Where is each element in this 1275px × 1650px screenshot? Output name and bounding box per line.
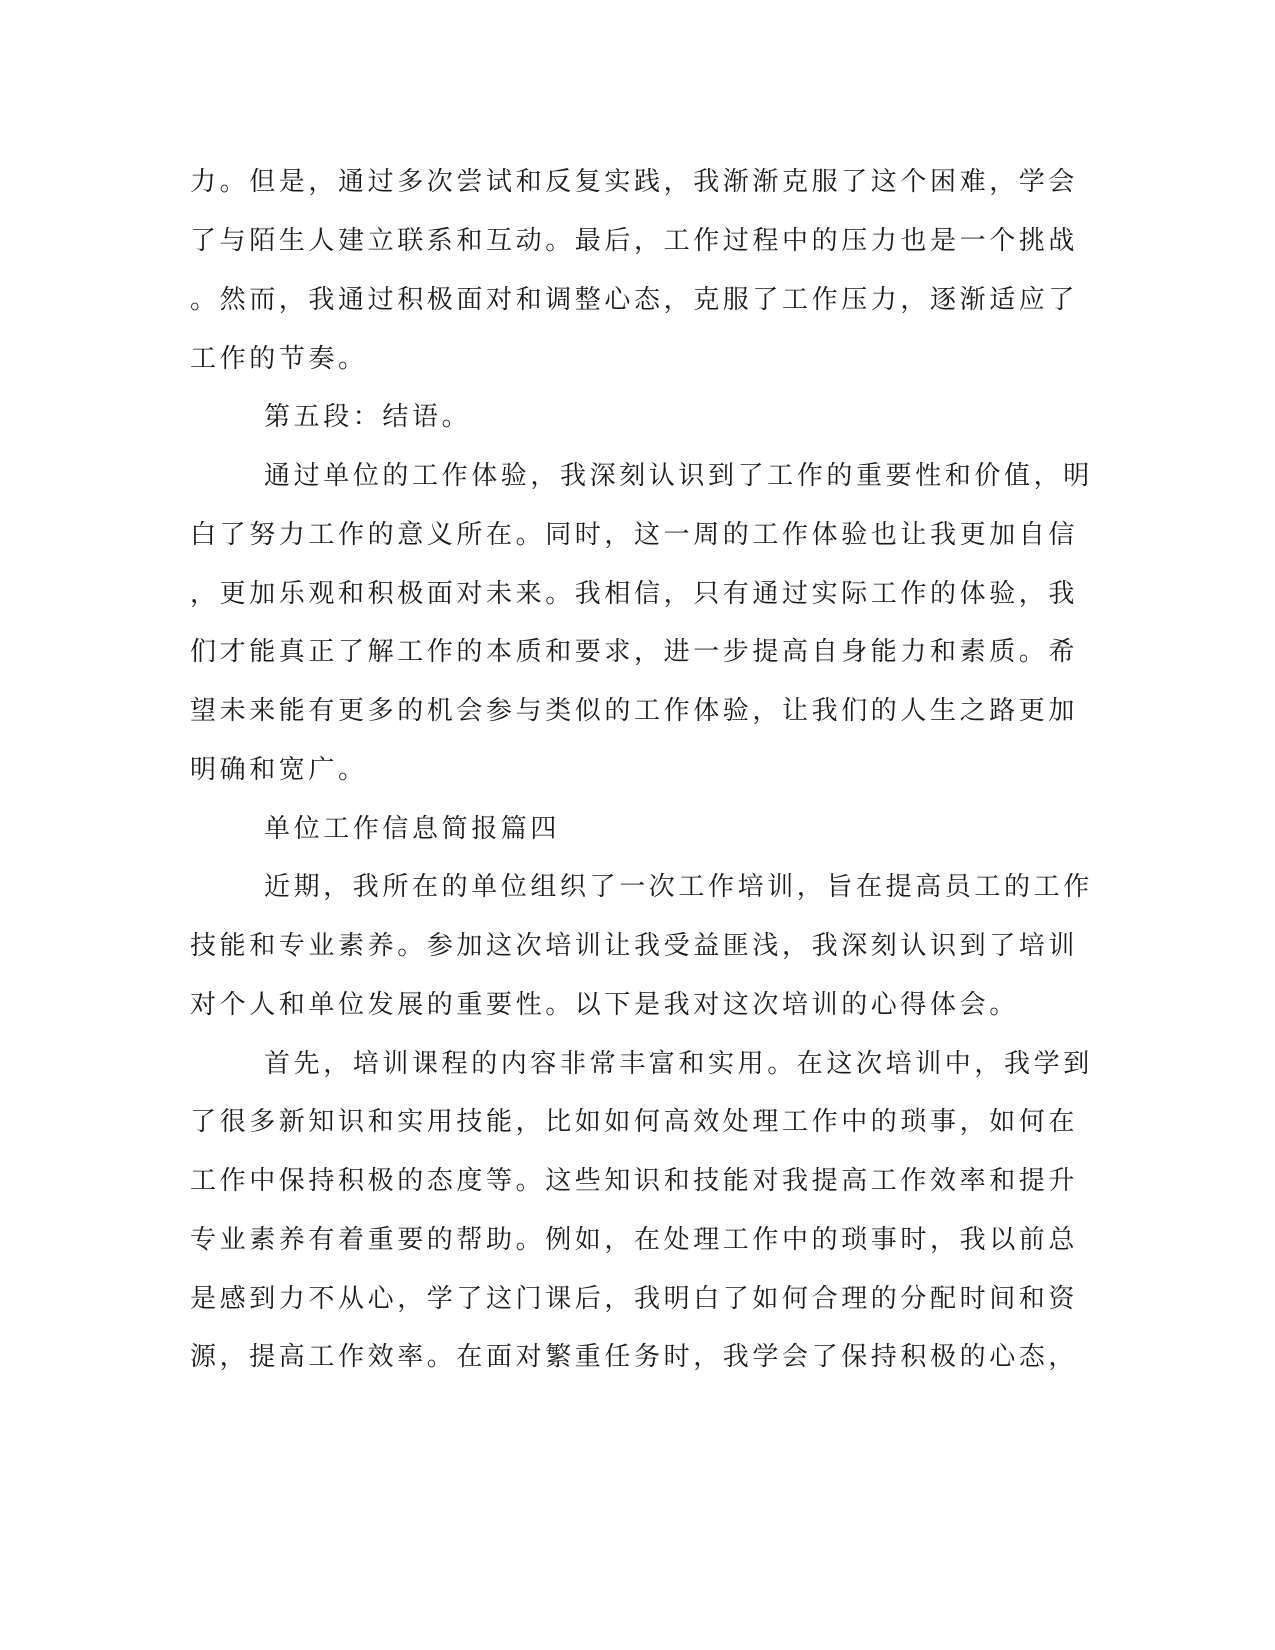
text-line: 源，提高工作效率。在面对繁重任务时，我学会了保持积极的心态， bbox=[190, 1342, 1079, 1372]
text-line: 是感到力不从心，学了这门课后，我明白了如何合理的分配时间和资 bbox=[190, 1284, 1079, 1314]
text-line: 通过单位的工作体验，我深刻认识到了工作的重要性和价值，明 bbox=[264, 461, 1093, 491]
text-line: 望未来能有更多的机会参与类似的工作体验，让我们的人生之路更加 bbox=[190, 696, 1079, 726]
section-heading: 第五段：结语。 bbox=[264, 402, 472, 432]
text-line: 工作中保持积极的态度等。这些知识和技能对我提高工作效率和提升 bbox=[190, 1166, 1079, 1196]
text-line: 明确和宽广。 bbox=[190, 755, 368, 785]
text-line: 对个人和单位发展的重要性。以下是我对这次培训的心得体会。 bbox=[190, 990, 1019, 1020]
article-title: 单位工作信息简报篇四 bbox=[264, 814, 561, 844]
text-line: 近期，我所在的单位组织了一次工作培训，旨在提高员工的工作 bbox=[264, 872, 1093, 902]
text-line: 首先，培训课程的内容非常丰富和实用。在这次培训中，我学到 bbox=[264, 1049, 1093, 1079]
text-line: 专业素养有着重要的帮助。例如，在处理工作中的琐事时，我以前总 bbox=[190, 1225, 1079, 1255]
text-line: ，更加乐观和积极面对未来。我相信，只有通过实际工作的体验，我 bbox=[190, 579, 1079, 609]
text-line: 技能和专业素养。参加这次培训让我受益匪浅，我深刻认识到了培训 bbox=[190, 931, 1079, 961]
text-line: 了与陌生人建立联系和互动。最后，工作过程中的压力也是一个挑战 bbox=[190, 226, 1079, 256]
text-line: 工作的节奏。 bbox=[190, 344, 368, 374]
text-line: 力。但是，通过多次尝试和反复实践，我渐渐克服了这个困难，学会 bbox=[190, 167, 1079, 197]
text-line: 。然而，我通过积极面对和调整心态，克服了工作压力，逐渐适应了 bbox=[190, 285, 1079, 315]
text-line: 们才能真正了解工作的本质和要求，进一步提高自身能力和素质。希 bbox=[190, 637, 1079, 667]
text-line: 白了努力工作的意义所在。同时，这一周的工作体验也让我更加自信 bbox=[190, 520, 1079, 550]
text-line: 了很多新知识和实用技能，比如如何高效处理工作中的琐事，如何在 bbox=[190, 1107, 1079, 1137]
